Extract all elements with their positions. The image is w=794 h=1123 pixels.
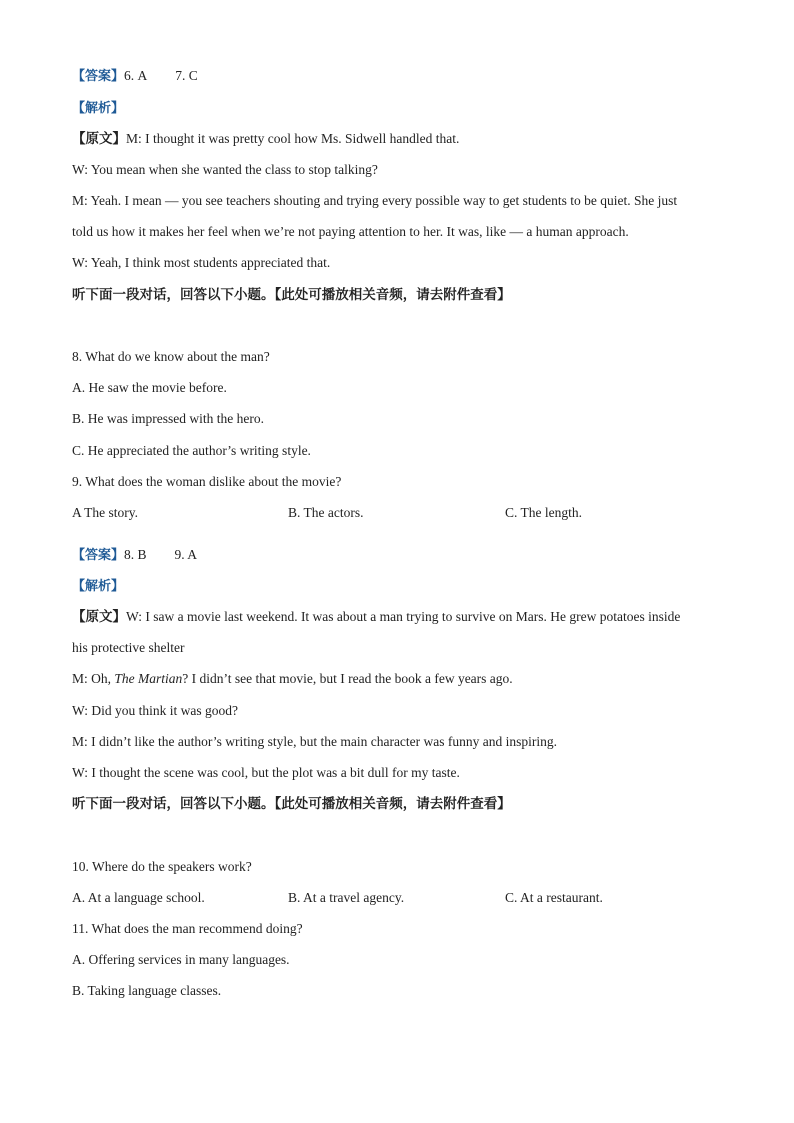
analysis-line-2 xyxy=(72,577,124,596)
answer-text: 8. B xyxy=(124,547,147,562)
transcript-line: told us how it makes her feel when we’re not paying attention to her. It was, like — a human approach. xyxy=(72,224,629,239)
listening-instruction: 听下面一段对话，回答以下小题。【此处可播放相关音频，请去附件查看】 xyxy=(72,796,511,812)
answer-tag: 【答案】 xyxy=(72,69,125,84)
answer-text-2: 7. C xyxy=(175,68,198,83)
question-11: 11. What does the man recommend doing? xyxy=(72,921,303,936)
answer-line-2 xyxy=(72,546,197,565)
option-11b: B. Taking language classes. xyxy=(72,983,222,998)
option-8b: B. He was impressed with the hero. xyxy=(72,411,264,426)
analysis-line-1 xyxy=(72,99,124,118)
option-10a: A. At a language school. xyxy=(72,890,205,905)
listening-instruction: 听下面一段对话，回答以下小题。【此处可播放相关音频，请去附件查看】 xyxy=(72,287,511,303)
transcript-line xyxy=(72,130,459,148)
movie-title: The Martian xyxy=(114,671,183,686)
analysis-tag: 【解析】 xyxy=(72,101,125,116)
option-10b: B. At a travel agency. xyxy=(288,890,405,905)
transcript-line xyxy=(72,608,680,626)
option-8a: A. He saw the movie before. xyxy=(72,380,227,395)
original-tag: 【原文】 xyxy=(72,609,126,625)
transcript-text: M: Oh, xyxy=(72,671,115,686)
transcript-text: M: I thought it was pretty cool how Ms. Sidwell handled that. xyxy=(126,131,460,146)
transcript-line: W: You mean when she wanted the class to stop talking? xyxy=(72,162,378,177)
transcript-line: W: Yeah, I think most students appreciated that. xyxy=(72,255,331,270)
answer-line-1 xyxy=(72,67,198,86)
question-9: 9. What does the woman dislike about the movie? xyxy=(72,474,342,489)
option-8c: C. He appreciated the author’s writing style. xyxy=(72,443,311,458)
option-10c: C. At a restaurant. xyxy=(505,890,603,905)
transcript-text: W: I saw a movie last weekend. It was about a man trying to survive on Mars. He grew potatoes inside xyxy=(126,609,681,624)
transcript-line xyxy=(72,670,513,688)
transcript-line: W: I thought the scene was cool, but the plot was a bit dull for my taste. xyxy=(72,765,460,780)
option-9c: C. The length. xyxy=(505,505,582,520)
analysis-tag: 【解析】 xyxy=(72,579,125,594)
original-tag: 【原文】 xyxy=(72,131,126,147)
option-11a: A. Offering services in many languages. xyxy=(72,952,290,967)
transcript-line: W: Did you think it was good? xyxy=(72,703,238,718)
transcript-line: M: I didn’t like the author’s writing style, but the main character was funny and inspiring. xyxy=(72,734,558,749)
transcript-line: his protective shelter xyxy=(72,640,185,655)
answer-tag: 【答案】 xyxy=(72,548,125,563)
question-10: 10. Where do the speakers work? xyxy=(72,859,252,874)
option-9a: A The story. xyxy=(72,505,138,520)
answer-text-2: 9. A xyxy=(174,547,198,562)
option-9b: B. The actors. xyxy=(288,505,364,520)
transcript-line: M: Yeah. I mean — you see teachers shouting and trying every possible way to get students to be quiet. She just xyxy=(72,193,678,208)
question-8: 8. What do we know about the man? xyxy=(72,349,270,364)
transcript-text: ? I didn’t see that movie, but I read the book a few years ago. xyxy=(182,671,513,686)
answer-text: 6. A xyxy=(124,68,148,83)
